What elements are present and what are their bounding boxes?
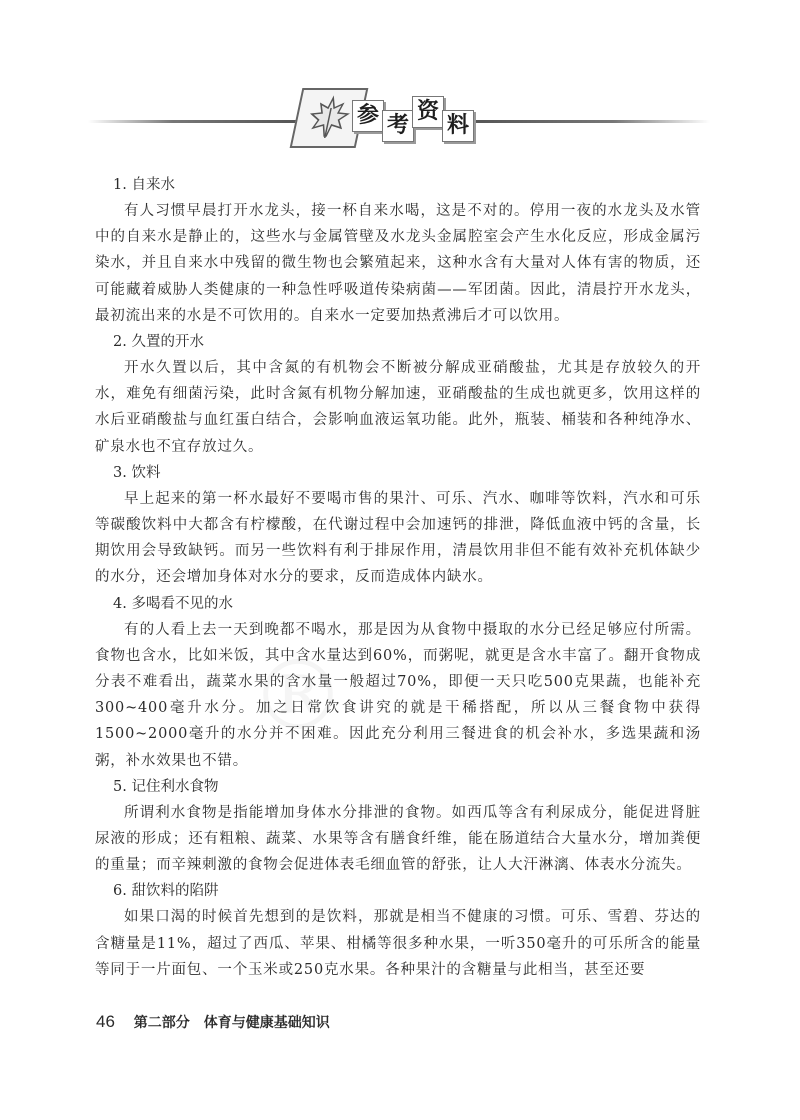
section-heading: 6. 甜饮料的陷阱 xyxy=(113,883,219,900)
page-number: 46 xyxy=(96,1012,115,1031)
section-heading: 5. 记住利水食物 xyxy=(113,778,219,795)
publisher-watermark: ® xyxy=(250,640,346,752)
section-paragraph: 有人习惯早晨打开水龙头，接一杯自来水喝，这是不对的。停用一夜的水龙头及水管中的自来水是静止的，这些水与金属管壁及水龙头金属腔室会产生水化反应，形成金属污染水，并且自来水中残留的微生物也会繁殖起来，这种水含有大量对人体有害的物质，还可能藏着威胁人类健康的一种急性呼吸道传染病菌——军团菌。因此，清晨拧开水龙头，最初流出来的水是不可饮用的。自来水一定要加热煮沸后才可以饮用。 xyxy=(95,203,701,324)
title-char: 料 xyxy=(442,110,474,142)
section-paragraph: 所谓利水食物是指能增加身体水分排泄的食物。如西瓜等含有利尿成分，能促进肾脏尿液的形成；还有粗粮、蔬菜、水果等含有膳食纤维，能在肠道结合大量水分，增加粪便的重量；而辛辣刺激的食物会促进体表毛细血管的舒张，让人大汗淋漓、体表水分流失。 xyxy=(95,804,701,874)
section-heading: 4. 多喝看不见的水 xyxy=(113,595,233,612)
footer-section-title: 第二部分 体育与健康基础知识 xyxy=(133,1015,330,1031)
section-paragraph: 开水久置以后，其中含氮的有机物会不断被分解成亚硝酸盐，尤其是存放较久的开水，难免有细菌污染，此时含氮有机物分解加速，亚硝酸盐的生成也就更多，饮用这样的水后亚硝酸盐与血红蛋白结合，会影响血液运氧功能。此外，瓶装、桶装和各种纯净水、矿泉水也不宜存放过久。 xyxy=(95,360,701,455)
section-heading: 2. 久置的开水 xyxy=(113,334,204,351)
maple-leaf-icon xyxy=(301,94,357,140)
title-char: 资 xyxy=(412,96,444,128)
section-paragraph: 有的人看上去一天到晚都不喝水，那是因为从食物中摄取的水分已经足够应付所需。食物也含水，比如米饭，其中含水量达到60%，而粥呢，就更是含水丰富了。翻开食物成分表不难看出，蔬菜水果的含水量一般超过70%，即便一天只吃500克果蔬，也能补充300~400毫升水分。加之日常饮食讲究的就是干稀搭配，所以从三餐食物中获得1500~2000毫升的水分并不困难。因此充分利用三餐进食的机会补水，多选果蔬和汤粥，补水效果也不错。 xyxy=(95,621,701,769)
header-rule-right xyxy=(470,120,710,123)
title-char: 考 xyxy=(382,110,414,142)
section-heading: 3. 饮料 xyxy=(113,464,161,481)
section-heading: 1. 自来水 xyxy=(113,177,175,193)
page-footer xyxy=(96,1012,330,1032)
article-body xyxy=(95,172,701,983)
header-rule-left xyxy=(88,120,298,123)
title-char: 参 xyxy=(352,100,384,132)
section-paragraph: 如果口渴的时候首先想到的是饮料，那就是相当不健康的习惯。可乐、雪碧、芬达的含糖量是11%，超过了西瓜、苹果、柑橘等很多种水果，一听350毫升的可乐所含的能量等同于一片面包、一个玉米或250克水果。各种果汁的含糖量与此相当，甚至还要 xyxy=(95,909,701,978)
section-paragraph: 早上起来的第一杯水最好不要喝市售的果汁、可乐、汽水、咖啡等饮料，汽水和可乐等碳酸饮料中大都含有柠檬酸，在代谢过程中会加速钙的排泄，降低血液中钙的含量，长期饮用会导致缺钙。而另一些饮料有利于排尿作用，清晨饮用非但不能有效补充机体缺少的水分，还会增加身体对水分的要求，反而造成体内缺水。 xyxy=(95,490,701,586)
